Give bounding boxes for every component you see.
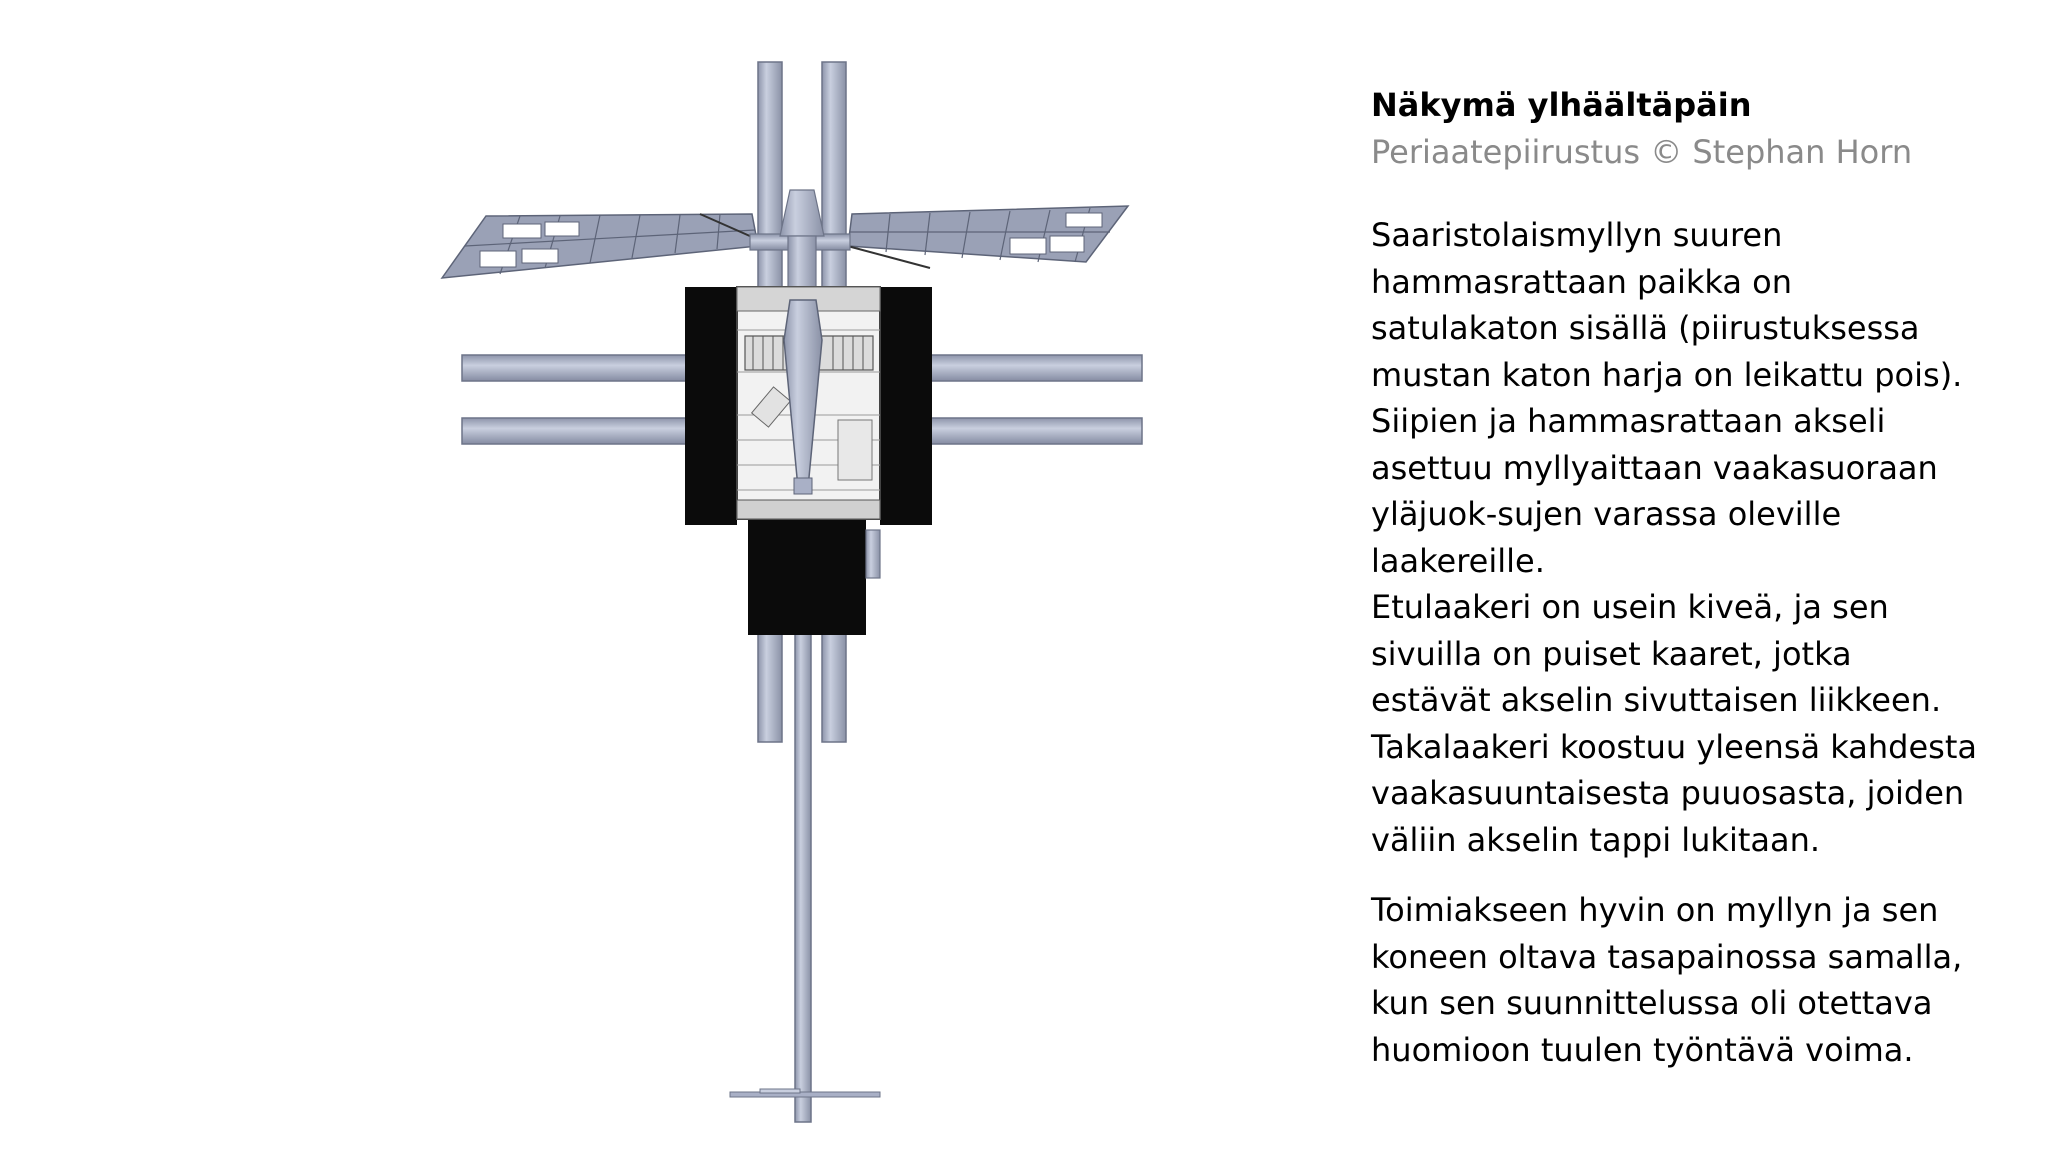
text-line: Etulaakeri on usein kiveä, ja sen — [1371, 588, 1889, 626]
text-line: Takalaakeri koostuu yleensä kahdesta — [1371, 727, 1977, 766]
tail-pole — [730, 620, 880, 1122]
text-line: Toimiakseen hyvin on myllyn ja sen — [1371, 891, 1939, 929]
text-line: Saaristolaismyllyn suuren — [1371, 216, 1783, 254]
paragraph-bearings — [1371, 212, 2011, 863]
text-line: satulakaton sisällä (piirustuksessa — [1371, 309, 1920, 347]
text-line: mustan katon harja on leikattu pois). — [1371, 355, 1963, 394]
sail-right — [840, 206, 1128, 268]
page-title: Näkymä ylhäältäpäin — [1371, 86, 1752, 124]
sail-left — [442, 214, 768, 278]
text-line: Siipien ja hammasrattaan akseli — [1371, 402, 1886, 440]
text-line: estävät akselin sivuttaisen liikkeen. — [1371, 681, 1942, 719]
text-line: vaakasuuntaisesta puuosasta, joiden — [1371, 774, 1965, 812]
text-line: yläjuok-sujen varassa oleville — [1371, 495, 1842, 533]
text-line: väliin akselin tappi lukitaan. — [1371, 820, 1821, 859]
drawing-credit: Periaatepiirustus © Stephan Horn — [1371, 133, 1913, 171]
text-line: laakereille. — [1371, 541, 1545, 580]
description-panel — [1371, 82, 2011, 1073]
paragraph-balance — [1371, 887, 2011, 1073]
text-line: kun sen suunnittelussa oli otettava — [1371, 984, 1933, 1022]
text-line: asettuu myllyaittaan vaakasuoraan — [1371, 448, 1938, 487]
text-line: hammasrattaan paikka on — [1371, 262, 1792, 301]
side-post — [866, 530, 880, 578]
text-line: koneen oltava tasapainossa samalla, — [1371, 937, 1963, 976]
text-line: sivuilla on puiset kaaret, jotka — [1371, 634, 1852, 673]
text-line: huomioon tuulen työntävä voima. — [1371, 1030, 1914, 1069]
